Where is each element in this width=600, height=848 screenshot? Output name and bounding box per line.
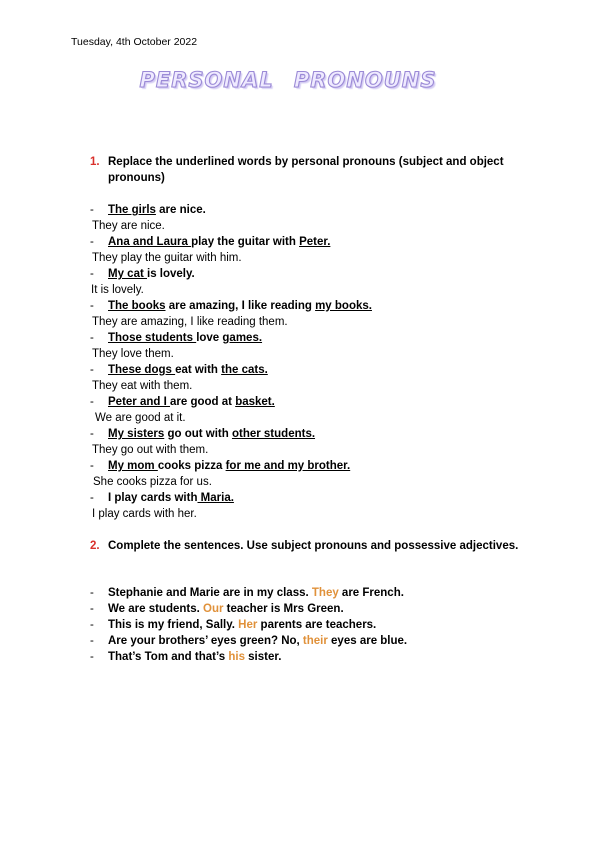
exercise-1-answer: We are good at it. xyxy=(95,412,186,424)
exercise-1-question xyxy=(90,491,234,505)
exercise-1-question xyxy=(90,459,350,473)
sentence-text: sister. xyxy=(244,651,282,663)
exercise-1-answer: They love them. xyxy=(92,348,174,360)
section-1-instruction: Replace the underlined words by personal pronouns (subject and object pronouns) xyxy=(108,156,504,184)
section-2-instruction: Complete the sentences. Use subject pronouns and possessive adjectives. xyxy=(108,540,519,552)
underlined-words: Peter and I xyxy=(108,396,170,408)
underlined-words: my books. xyxy=(315,300,372,312)
underlined-words: the cats. xyxy=(221,364,268,376)
answer-pronoun: his xyxy=(228,651,245,663)
list-bullet: - xyxy=(90,332,94,344)
exercise-2-sentence xyxy=(90,602,344,616)
answer-pronoun: their xyxy=(302,635,328,647)
exercise-2-sentence xyxy=(90,634,407,648)
sentence-text: That’s Tom and that’s xyxy=(108,651,229,663)
list-bullet: - xyxy=(90,460,94,472)
underlined-words: Ana and Laura xyxy=(108,236,192,248)
page-title: PERSONAL PRONOUNS xyxy=(139,68,437,92)
exercise-2-sentence xyxy=(90,618,376,632)
section-2-heading xyxy=(90,538,530,554)
underlined-words: My sisters xyxy=(108,428,165,440)
exercise-2-sentence xyxy=(90,586,404,600)
list-bullet: - xyxy=(90,268,94,280)
question-text: play the guitar with xyxy=(191,236,300,248)
list-bullet: - xyxy=(90,428,94,440)
exercise-1-answer: I play cards with her. xyxy=(92,508,197,520)
exercise-1-question xyxy=(90,203,206,217)
sentence-text: parents are teachers. xyxy=(257,619,377,631)
underlined-words: Maria. xyxy=(197,492,234,504)
exercise-1-question xyxy=(90,363,268,377)
sentence-text: eyes are blue. xyxy=(327,635,408,647)
underlined-words: My cat xyxy=(108,268,147,280)
list-bullet: - xyxy=(90,635,94,647)
list-bullet: - xyxy=(90,651,94,663)
exercise-1-question xyxy=(90,427,315,441)
question-text: are good at xyxy=(170,396,236,408)
question-text: are amazing, I like reading xyxy=(165,300,316,312)
exercise-1-answer: They go out with them. xyxy=(92,444,209,456)
list-bullet: - xyxy=(90,603,94,615)
underlined-words: games. xyxy=(222,332,263,344)
question-text: cooks pizza xyxy=(157,460,226,472)
list-bullet: - xyxy=(90,396,94,408)
list-bullet: - xyxy=(90,492,94,504)
list-bullet: - xyxy=(90,300,94,312)
underlined-words: My mom xyxy=(108,460,158,472)
underlined-words: other students. xyxy=(231,428,316,440)
question-text: I play cards with xyxy=(108,492,198,504)
list-bullet: - xyxy=(90,364,94,376)
question-text: is lovely. xyxy=(147,268,195,280)
section-1-number: 1. xyxy=(90,156,100,168)
exercise-1-question xyxy=(90,395,275,409)
sentence-text: are French. xyxy=(338,587,404,599)
answer-pronoun: Our xyxy=(203,603,224,615)
answer-pronoun: Her xyxy=(238,619,258,631)
exercise-1-question xyxy=(90,299,372,313)
document-date: Tuesday, 4th October 2022 xyxy=(71,36,198,48)
question-text: eat with xyxy=(175,364,222,376)
underlined-words: for me and my brother. xyxy=(225,460,351,472)
exercise-1-answer: They eat with them. xyxy=(92,380,193,392)
question-text: go out with xyxy=(164,428,232,440)
question-text: are nice. xyxy=(155,204,206,216)
underlined-words: These dogs xyxy=(108,364,176,376)
question-text: love xyxy=(196,332,223,344)
sentence-text: teacher is Mrs Green. xyxy=(223,603,344,615)
section-2-number: 2. xyxy=(90,540,100,552)
exercise-1-question xyxy=(90,331,262,345)
underlined-words: The girls xyxy=(108,204,156,216)
list-bullet: - xyxy=(90,587,94,599)
list-bullet: - xyxy=(90,236,94,248)
underlined-words: The books xyxy=(108,300,166,312)
exercise-1-answer: They are nice. xyxy=(92,220,165,232)
sentence-text: Stephanie and Marie are in my class. xyxy=(108,587,312,599)
sentence-text: This is my friend, Sally. xyxy=(108,619,239,631)
sentence-text: We are students. xyxy=(108,603,204,615)
list-bullet: - xyxy=(90,204,94,216)
list-bullet: - xyxy=(90,619,94,631)
exercise-1-question xyxy=(90,267,195,281)
exercise-2-sentence xyxy=(90,650,281,664)
exercise-1-question xyxy=(90,235,330,249)
underlined-words: basket. xyxy=(235,396,275,408)
underlined-words: Peter. xyxy=(299,236,331,248)
exercise-1-answer: She cooks pizza for us. xyxy=(93,476,212,488)
exercise-1-answer: It is lovely. xyxy=(91,284,144,296)
sentence-text: Are your brothers’ eyes green? No, xyxy=(108,635,303,647)
section-1-heading xyxy=(90,154,530,184)
exercise-1-answer: They are amazing, I like reading them. xyxy=(92,316,288,328)
underlined-words: Those students xyxy=(108,332,197,344)
answer-pronoun: They xyxy=(311,587,339,599)
exercise-1-answer: They play the guitar with him. xyxy=(92,252,242,264)
